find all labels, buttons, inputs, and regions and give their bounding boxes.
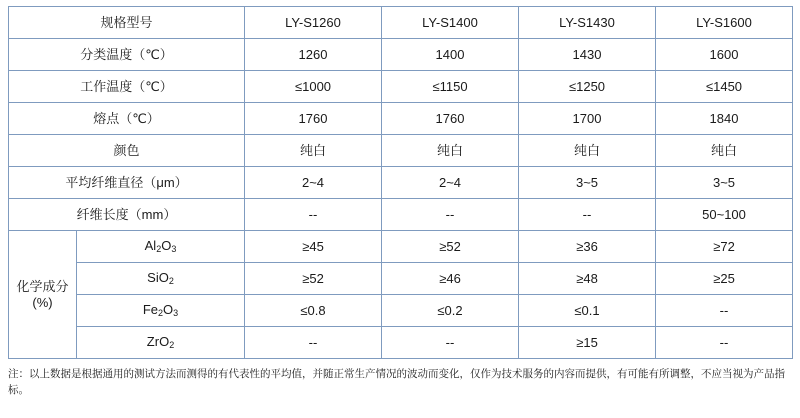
row-label-fe2o3: $Fe_2O_3$	[77, 295, 245, 327]
header-model-2: LY-S1400	[382, 7, 519, 39]
cell-classification-temp-1: 1260	[245, 39, 382, 71]
header-model-3: LY-S1430	[519, 7, 656, 39]
header-label-cell: 规格型号	[9, 7, 245, 39]
cell-classification-temp-4: 1600	[656, 39, 793, 71]
cell-working-temp-4: ≤1450	[656, 71, 793, 103]
row-label-color: 颜色	[9, 135, 245, 167]
cell-al2o3-2: ≥52	[382, 231, 519, 263]
cell-color-3: 纯白	[519, 135, 656, 167]
header-model-4: LY-S1600	[656, 7, 793, 39]
cell-zro2-2: --	[382, 327, 519, 359]
row-label-working-temp: 工作温度（℃）	[9, 71, 245, 103]
row-label-al2o3: $Al_2O_3$	[77, 231, 245, 263]
row-label-chemical-composition: 化学成分(%)	[9, 231, 77, 359]
cell-sio2-3: ≥48	[519, 263, 656, 295]
cell-melting-point-2: 1760	[382, 103, 519, 135]
row-label-melting-point: 熔点（℃）	[9, 103, 245, 135]
cell-fiber-length-3: --	[519, 199, 656, 231]
cell-working-temp-3: ≤1250	[519, 71, 656, 103]
header-model-1: LY-S1260	[245, 7, 382, 39]
table-row	[9, 39, 793, 71]
table-row	[9, 135, 793, 167]
cell-al2o3-1: ≥45	[245, 231, 382, 263]
cell-fe2o3-1: ≤0.8	[245, 295, 382, 327]
cell-melting-point-4: 1840	[656, 103, 793, 135]
cell-working-temp-1: ≤1000	[245, 71, 382, 103]
cell-working-temp-2: ≤1150	[382, 71, 519, 103]
cell-zro2-3: ≥15	[519, 327, 656, 359]
cell-al2o3-3: ≥36	[519, 231, 656, 263]
row-label-avg-fiber-diameter: 平均纤维直径（μm）	[9, 167, 245, 199]
cell-melting-point-1: 1760	[245, 103, 382, 135]
cell-color-4: 纯白	[656, 135, 793, 167]
table-row	[9, 231, 793, 263]
table-row	[9, 167, 793, 199]
row-label-classification-temp: 分类温度（℃）	[9, 39, 245, 71]
cell-al2o3-4: ≥72	[656, 231, 793, 263]
table-row	[9, 327, 793, 359]
cell-color-1: 纯白	[245, 135, 382, 167]
table-row	[9, 103, 793, 135]
table-row	[9, 71, 793, 103]
cell-sio2-2: ≥46	[382, 263, 519, 295]
cell-avg-fiber-diameter-4: 3~5	[656, 167, 793, 199]
cell-sio2-4: ≥25	[656, 263, 793, 295]
row-label-fiber-length: 纤维长度（mm）	[9, 199, 245, 231]
table-header-row	[9, 7, 793, 39]
cell-sio2-1: ≥52	[245, 263, 382, 295]
cell-melting-point-3: 1700	[519, 103, 656, 135]
cell-fe2o3-4: --	[656, 295, 793, 327]
table-row	[9, 295, 793, 327]
cell-avg-fiber-diameter-1: 2~4	[245, 167, 382, 199]
cell-color-2: 纯白	[382, 135, 519, 167]
row-label-zro2: ZrO$_2$	[77, 327, 245, 359]
cell-classification-temp-2: 1400	[382, 39, 519, 71]
cell-fe2o3-3: ≤0.1	[519, 295, 656, 327]
cell-fiber-length-1: --	[245, 199, 382, 231]
row-label-sio2: SiO$_2$	[77, 263, 245, 295]
cell-fiber-length-2: --	[382, 199, 519, 231]
cell-classification-temp-3: 1430	[519, 39, 656, 71]
table-row	[9, 263, 793, 295]
cell-avg-fiber-diameter-2: 2~4	[382, 167, 519, 199]
cell-zro2-1: --	[245, 327, 382, 359]
cell-fiber-length-4: 50~100	[656, 199, 793, 231]
cell-fe2o3-2: ≤0.2	[382, 295, 519, 327]
footnote: 注：以上数据是根据通用的测试方法而测得的有代表性的平均值，并随正常生产情况的波动而变化，仅作为技术服务的内容而提供，有可能有所调整，不应当视为产品指标。	[8, 368, 785, 397]
cell-avg-fiber-diameter-3: 3~5	[519, 167, 656, 199]
specification-table	[8, 6, 793, 359]
cell-zro2-4: --	[656, 327, 793, 359]
table-row	[9, 199, 793, 231]
